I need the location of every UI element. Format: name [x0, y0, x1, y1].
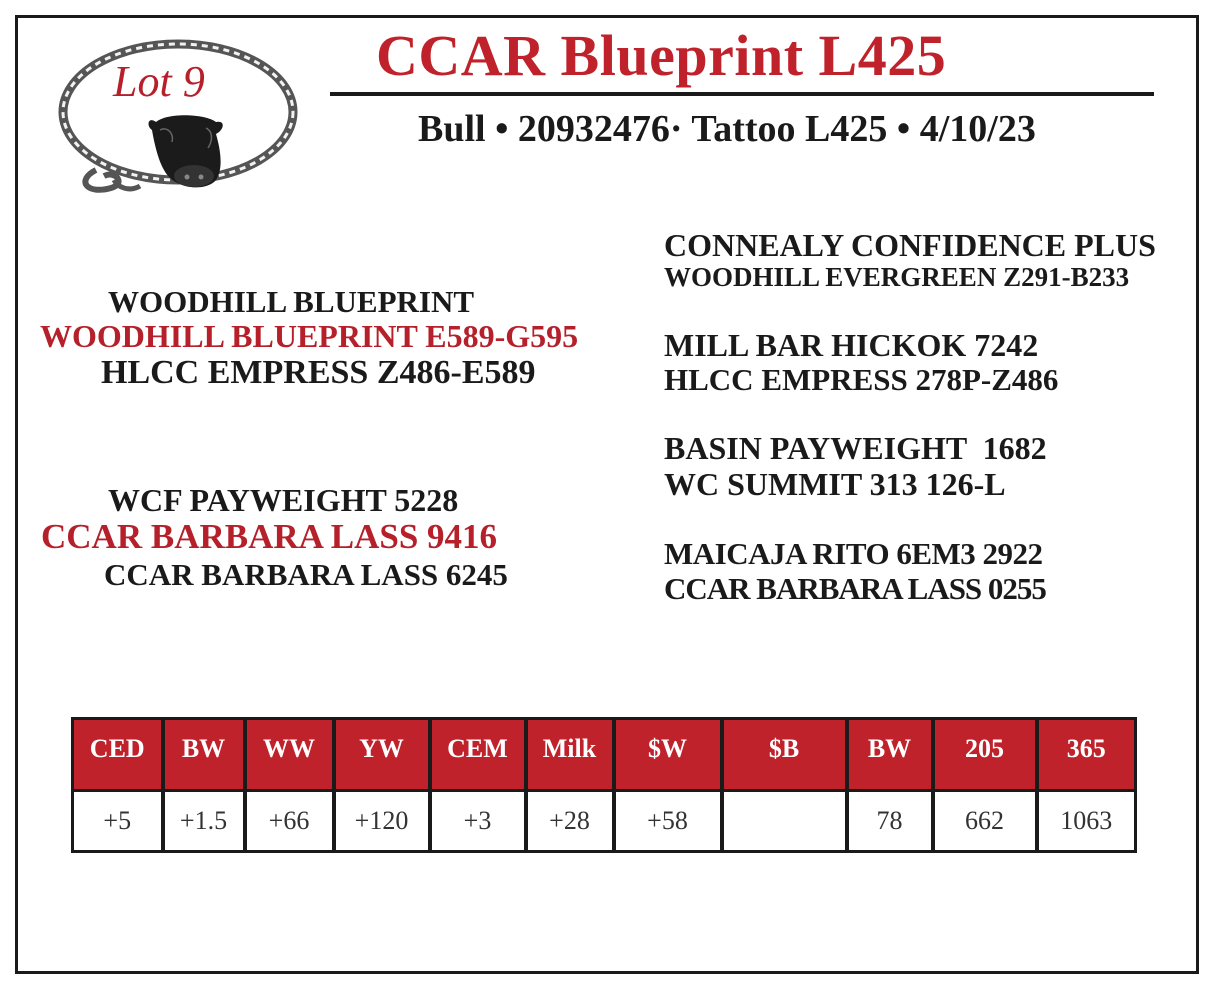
sire-name: WOODHILL BLUEPRINT E589-G595: [40, 318, 579, 354]
dam-sire: WCF PAYWEIGHT 5228: [108, 482, 459, 518]
epd-value: +28: [526, 791, 614, 852]
sire-sire: WOODHILL BLUEPRINT: [108, 284, 475, 319]
epd-header: YW: [334, 719, 430, 791]
epd-value: [722, 791, 847, 852]
epd-header: 205: [933, 719, 1037, 791]
epd-header: $B: [722, 719, 847, 791]
epd-value-row: [73, 791, 1136, 852]
epd-value: 662: [933, 791, 1037, 852]
epd-header: 365: [1037, 719, 1136, 791]
epd-value: +5: [73, 791, 163, 852]
epd-header: $W: [614, 719, 722, 791]
great-grandparent: WC SUMMIT 313 126-L: [664, 466, 1006, 502]
page-title: CCAR Blueprint L425: [376, 23, 947, 88]
dam-name: CCAR BARBARA LASS 9416: [41, 517, 498, 556]
great-grandparent: MILL BAR HICKOK 7242: [664, 327, 1039, 363]
epd-value: +1.5: [163, 791, 245, 852]
great-grandparent: MAICAJA RITO 6EM3 2922: [664, 536, 1043, 571]
dam-dam: CCAR BARBARA LASS 6245: [104, 557, 508, 592]
great-grandparent: BASIN PAYWEIGHT 1682: [664, 430, 1047, 466]
great-grandparent: WOODHILL EVERGREEN Z291-B233: [664, 262, 1130, 292]
epd-value: +3: [430, 791, 526, 852]
epd-header: CEM: [430, 719, 526, 791]
epd-header: Milk: [526, 719, 614, 791]
epd-value: +66: [245, 791, 334, 852]
epd-value: 78: [847, 791, 933, 852]
epd-value: +120: [334, 791, 430, 852]
epd-header: WW: [245, 719, 334, 791]
epd-value: 1063: [1037, 791, 1136, 852]
sire-dam: HLCC EMPRESS Z486-E589: [101, 354, 536, 391]
epd-header: CED: [73, 719, 163, 791]
epd-header-row: [73, 719, 1136, 791]
great-grandparent: HLCC EMPRESS 278P-Z486: [664, 362, 1059, 397]
epd-value: +58: [614, 791, 722, 852]
great-grandparent: CONNEALY CONFIDENCE PLUS: [664, 227, 1156, 263]
lot-number: Lot 9: [113, 57, 205, 106]
animal-details: Bull • 20932476· Tattoo L425 • 4/10/23: [418, 108, 1036, 150]
epd-table: [71, 717, 1137, 853]
great-grandparent: CCAR BARBARA LASS 0255: [664, 571, 1046, 606]
epd-header: BW: [163, 719, 245, 791]
epd-header: BW: [847, 719, 933, 791]
title-divider: [330, 92, 1154, 96]
